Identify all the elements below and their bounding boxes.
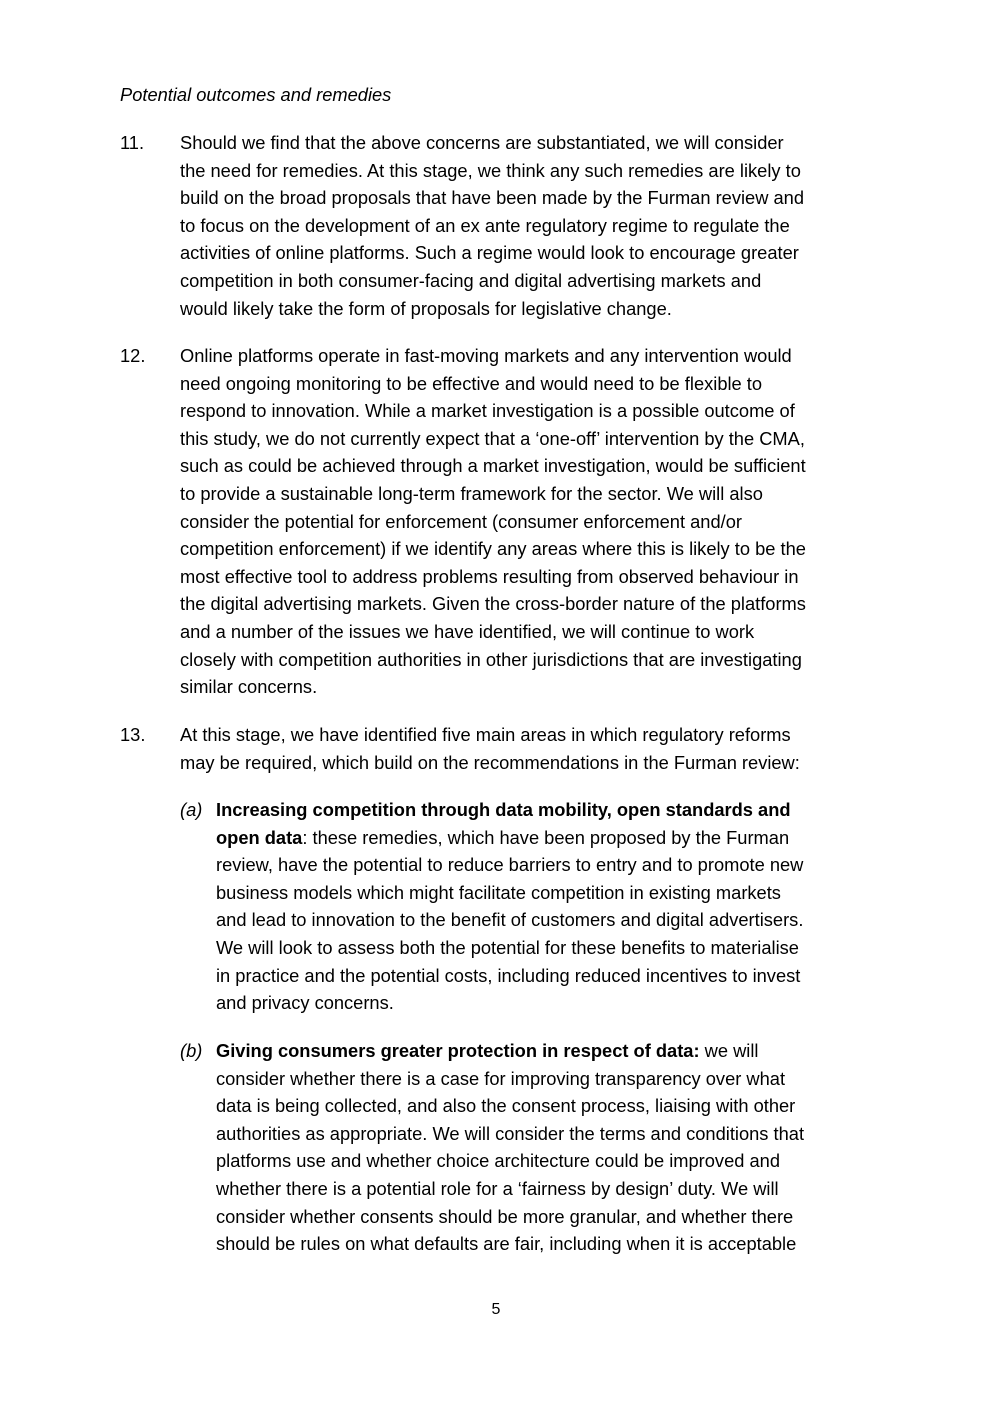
subitem-text [216,796,870,1017]
text-line: consider whether consents should be more granular, and whether there [216,1205,794,1227]
subitem-a [180,796,870,1017]
text-line: and lead to innovation to the benefit of customers and digital advertisers. [216,909,804,931]
text-line: whether there is a potential role for a ‘fairness by design’ duty. We will [216,1177,779,1199]
subitem-heading-term: open data [216,826,303,848]
paragraph-11 [120,129,870,322]
text-line: competition enforcement) if we identify any areas where this is likely to be the [180,538,806,560]
subitem-b [180,1037,870,1258]
subitem-heading-line: Increasing competition through data mobility, open standards and [216,799,791,820]
paragraph-number: 13. [120,724,146,745]
text-line: respond to innovation. While a market investigation is a possible outcome of [180,400,795,422]
text-line: consider the potential for enforcement (consumer enforcement and/or [180,510,742,532]
text-line: and privacy concerns. [216,992,394,1014]
paragraph-number: 11. [120,132,145,153]
text-line: to focus on the development of an ex ante regulatory regime to regulate the [180,214,790,236]
text-fragment: : these remedies, which have been proposed by the Furman [302,826,790,848]
text-line: the digital advertising markets. Given the cross-border nature of the platforms [180,593,806,615]
paragraph-text [180,721,870,776]
text-line: At this stage, we have identified five main areas in which regulatory reforms [180,724,791,745]
text-line: need ongoing monitoring to be effective and would need to be flexible to [180,372,763,394]
text-line: most effective tool to address problems resulting from observed behaviour in [180,565,799,587]
paragraph-text [180,342,870,701]
text-line: build on the broad proposals that have been made by the Furman review and [180,187,804,209]
paragraph-13 [120,721,870,776]
subitem-text [216,1037,870,1258]
text-line: this study, we do not currently expect that a ‘one-off’ intervention by the CMA, [180,427,805,449]
text-line: the need for remedies. At this stage, we think any such remedies are likely to [180,159,801,181]
text-line: consider whether there is a case for improving transparency over what [216,1067,786,1089]
text-line: would likely take the form of proposals for legislative change. [180,297,672,319]
text-line: in practice and the potential costs, including reduced incentives to invest [216,964,801,986]
paragraph-12 [120,342,870,701]
text-line: platforms use and whether choice architecture could be improved and [216,1150,780,1172]
page-number: 5 [491,1301,501,1318]
paragraph-number: 12. [120,345,146,366]
text-fragment: we will [699,1040,759,1061]
text-line: activities of online platforms. Such a regime would look to encourage greater [180,242,799,264]
text-line: Should we find that the above concerns are substantiated, we will consider [180,132,784,153]
text-line: may be required, which build on the recommendations in the Furman review: [180,751,800,773]
text-line: business models which might facilitate competition in existing markets [216,881,781,903]
section-heading: Potential outcomes and remedies [120,84,392,105]
text-line: competition in both consumer-facing and digital advertising markets and [180,269,762,291]
text-line: We will look to assess both the potential for these benefits to materialise [216,936,799,958]
text-line: should be rules on what defaults are fair, including when it is acceptable [216,1233,797,1255]
subitem-letter: (a) [180,799,203,820]
text-line: to provide a sustainable long-term framework for the sector. We will also [180,482,763,504]
paragraph-text [180,129,870,322]
text-line: such as could be achieved through a market investigation, would be sufficient [180,455,806,477]
text-line: and a number of the issues we have identified, we will continue to work [180,620,755,642]
subitem-heading-term: Giving consumers greater protection in respect of data: [216,1040,700,1061]
text-line [216,824,870,852]
text-line: review, have the potential to reduce barriers to entry and to promote new [216,854,804,876]
text-line: data is being collected, and also the consent process, liaising with other [216,1095,796,1117]
text-line: Online platforms operate in fast-moving markets and any intervention would [180,345,792,366]
text-line: closely with competition authorities in other jurisdictions that are investigating [180,648,802,670]
text-line: similar concerns. [180,676,318,698]
text-line [216,1037,870,1065]
text-line: authorities as appropriate. We will consider the terms and conditions that [216,1122,805,1144]
subitem-letter: (b) [180,1040,203,1061]
